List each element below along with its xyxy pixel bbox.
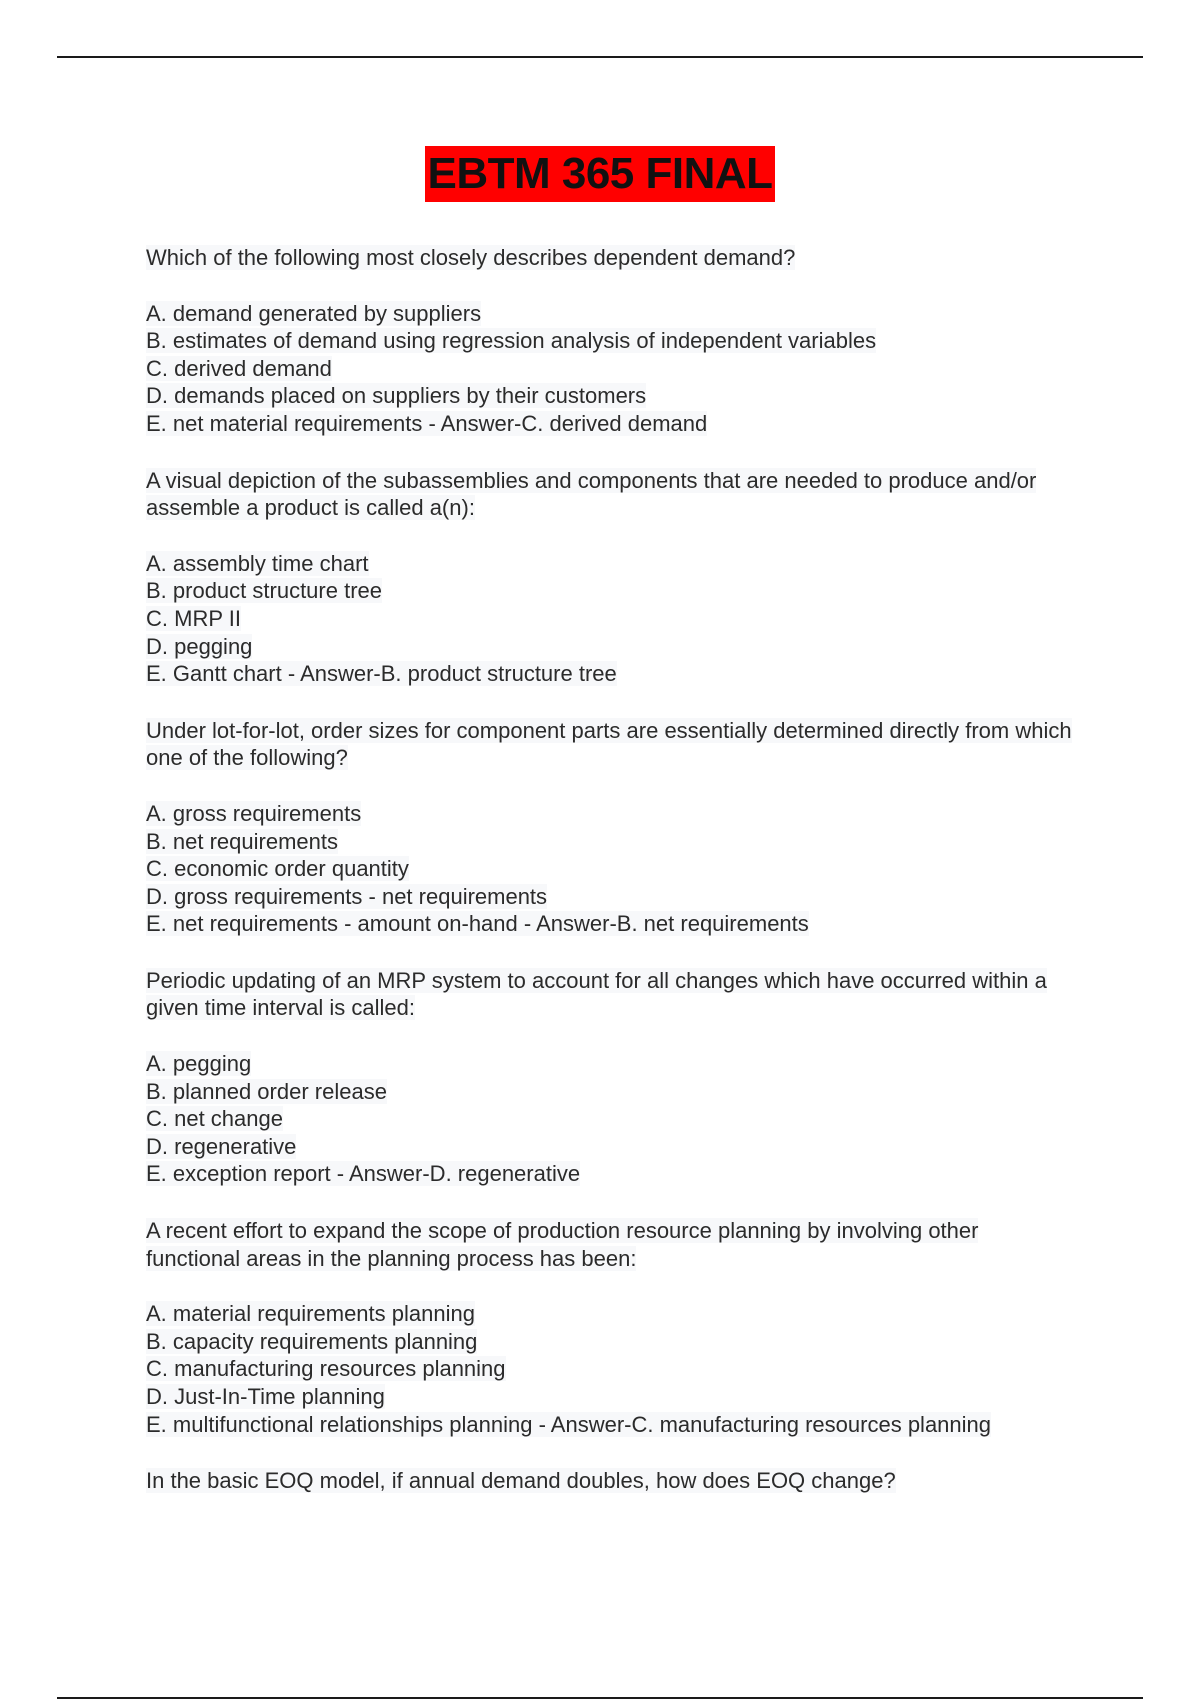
answer-options	[146, 1050, 1076, 1188]
option-c: C. MRP II	[146, 605, 241, 631]
answer-options	[146, 300, 1076, 438]
option-e-with-answer: E. exception report - Answer-D. regenerative	[146, 1161, 581, 1187]
option-c: C. derived demand	[146, 355, 332, 381]
question-1	[146, 244, 1076, 438]
option-a: A. gross requirements	[146, 800, 362, 826]
question-prompt: In the basic EOQ model, if annual demand doubles, how does EOQ change?	[146, 1468, 896, 1494]
question-prompt: Under lot-for-lot, order sizes for component parts are essentially determined directly from which one of the following?	[146, 717, 1072, 771]
option-a: A. material requirements planning	[146, 1301, 475, 1327]
option-c: C. manufacturing resources planning	[146, 1356, 506, 1382]
header-rule	[57, 56, 1143, 58]
option-a: A. assembly time chart	[146, 550, 369, 576]
option-e-with-answer: E. Gantt chart - Answer-B. product structure tree	[146, 661, 617, 687]
option-e-with-answer: E. multifunctional relationships planning - Answer-C. manufacturing resources planning	[146, 1411, 992, 1437]
question-prompt: A recent effort to expand the scope of production resource planning by involving other functional areas in the planning process has been:	[146, 1218, 979, 1271]
title-container	[0, 146, 1200, 202]
option-b: B. net requirements	[146, 828, 338, 854]
answer-options	[146, 1300, 1076, 1438]
option-d: D. demands placed on suppliers by their customers	[146, 383, 647, 409]
option-e-with-answer: E. net material requirements - Answer-C. derived demand	[146, 410, 708, 436]
question-2	[146, 467, 1076, 688]
option-d: D. pegging	[146, 633, 253, 659]
answer-options	[146, 550, 1076, 688]
document-title: EBTM 365 FINAL	[425, 146, 774, 202]
question-prompt: Periodic updating of an MRP system to account for all changes which have occurred within a given time interval is called:	[146, 967, 1047, 1021]
question-prompt: Which of the following most closely describes dependent demand?	[146, 245, 796, 270]
option-b: B. estimates of demand using regression analysis of independent variables	[146, 328, 877, 354]
option-d: D. regenerative	[146, 1133, 297, 1159]
option-d: D. gross requirements - net requirements	[146, 883, 548, 909]
option-c: C. economic order quantity	[146, 856, 409, 882]
option-b: B. planned order release	[146, 1078, 387, 1104]
answer-options	[146, 800, 1076, 938]
option-e-with-answer: E. net requirements - amount on-hand - Answer-B. net requirements	[146, 911, 809, 937]
option-b: B. capacity requirements planning	[146, 1328, 478, 1354]
option-d: D. Just-In-Time planning	[146, 1384, 385, 1409]
option-c: C. net change	[146, 1106, 283, 1132]
footer-rule	[57, 1697, 1143, 1699]
option-a: A. demand generated by suppliers	[146, 300, 482, 326]
option-a: A. pegging	[146, 1051, 252, 1077]
document-body	[146, 244, 1076, 1524]
question-4	[146, 967, 1076, 1188]
question-prompt: A visual depiction of the subassemblies and components that are needed to produce and/or assemble a product is called a(n):	[146, 467, 1037, 521]
option-b: B. product structure tree	[146, 578, 382, 604]
question-3	[146, 717, 1076, 938]
question-5	[146, 1217, 1076, 1438]
question-6	[146, 1467, 1076, 1495]
